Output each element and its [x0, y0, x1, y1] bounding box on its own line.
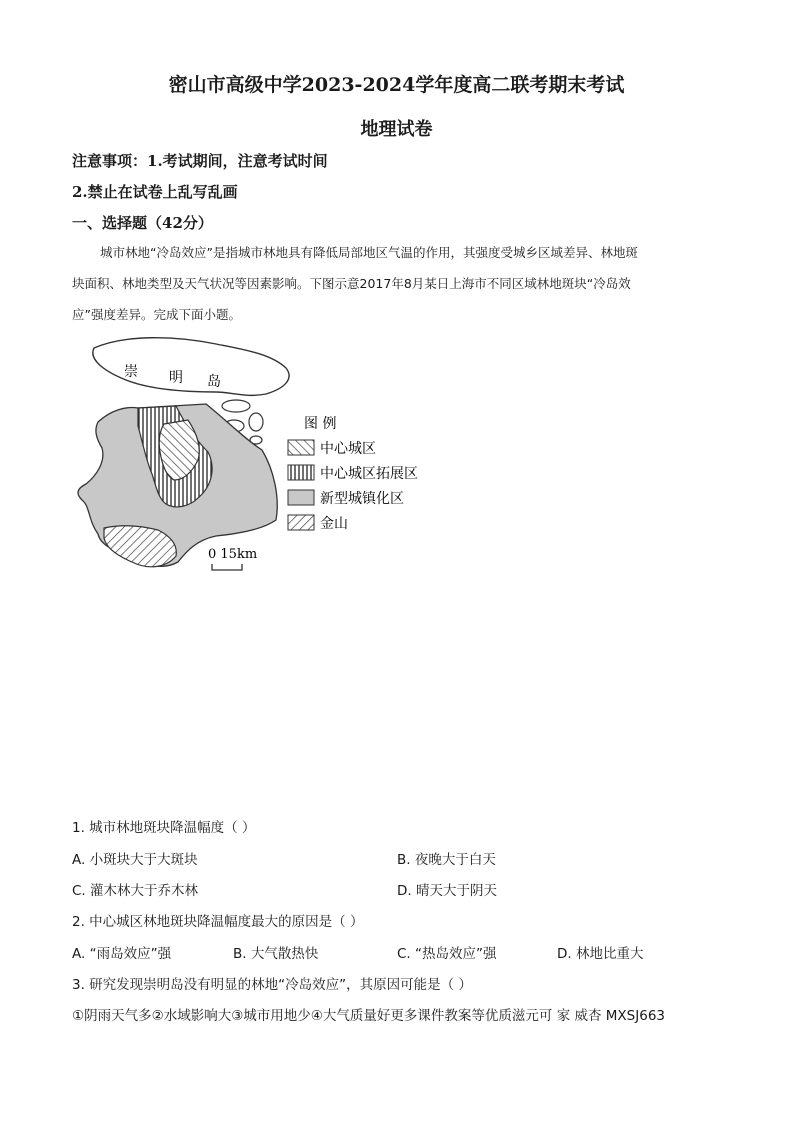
legend-title: 图 例	[304, 416, 337, 432]
notice-line-1: 注意事项：1.考试期间，注意考试时间	[72, 152, 328, 170]
question-3-stem: 3. 研究发现崇明岛没有明显的林地“冷岛效应”，其原因可能是（ ）	[72, 977, 472, 993]
notice-line-2: 2.禁止在试卷上乱写乱画	[72, 183, 238, 201]
island-label-3: 岛	[207, 374, 221, 390]
legend-swatch-central-expansion	[288, 465, 314, 480]
legend-swatch-central-urban	[288, 440, 314, 455]
q2-option-b: B. 大气散热快	[233, 946, 319, 962]
exam-title: 密山市高级中学2023-2024学年度高二联考期末考试	[168, 74, 625, 96]
scale-label: 0 15km	[208, 547, 258, 562]
q1-option-b: B. 夜晚大于白天	[397, 852, 496, 868]
legend-swatch-new-urbanization	[288, 490, 314, 505]
small-island	[249, 413, 263, 431]
shanghai-cold-island-map	[66, 330, 446, 590]
legend-label-jinshan: 金山	[320, 516, 348, 532]
exam-subtitle: 地理试卷	[360, 119, 433, 140]
q1-option-c: C. 灌木林大于乔木林	[72, 883, 199, 899]
small-island	[222, 400, 250, 412]
section-heading: 一、选择题（42分）	[72, 214, 213, 232]
q2-option-c: C. “热岛效应”强	[397, 946, 497, 962]
q1-option-d: D. 晴天大于阴天	[397, 883, 497, 899]
legend-label-new-urbanization: 新型城镇化区	[320, 491, 404, 507]
passage-line-3: 应”强度差异。完成下面小题。	[72, 307, 241, 322]
question-2-stem: 2. 中心城区林地斑块降温幅度最大的原因是（ ）	[72, 914, 364, 930]
chongming-island	[93, 338, 289, 396]
passage-line-2: 块面积、林地类型及天气状况等因素影响。下图示意2017年8月某日上海市不同区域林地斑块“冷岛效	[72, 276, 631, 291]
q1-option-a: A. 小斑块大于大斑块	[72, 852, 198, 868]
island-label-1: 崇	[124, 364, 138, 380]
q2-option-a: A. “雨岛效应”强	[72, 946, 172, 962]
passage-line-1: 城市林地“冷岛效应”是指城市林地具有降低局部地区气温的作用，其强度受城乡区域差异、林地斑	[100, 245, 638, 260]
legend-label-central-urban: 中心城区	[320, 441, 376, 457]
q2-option-d: D. 林地比重大	[557, 946, 644, 962]
island-label-2: 明	[169, 370, 183, 386]
scale-bar	[212, 564, 242, 570]
legend-swatch-jinshan	[288, 515, 314, 530]
question-1-stem: 1. 城市林地斑块降温幅度（ ）	[72, 820, 256, 836]
legend-label-central-expansion: 中心城区拓展区	[320, 466, 418, 482]
q3-options-line: ①阴雨天气多②水域影响大③城市用地少④大气质量好更多课件教案等优质滋元可 家 威杏 MXSJ663	[72, 1008, 665, 1024]
